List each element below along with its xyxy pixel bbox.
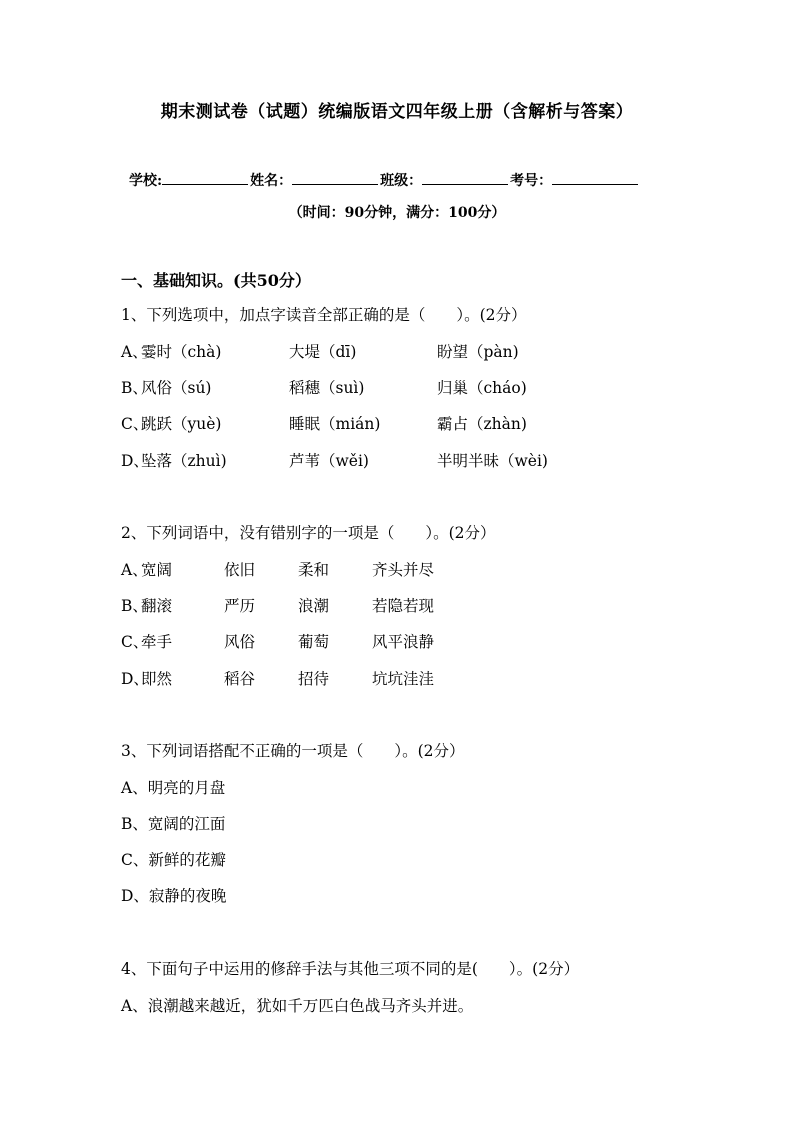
option-item: 睡眠（mián) — [289, 415, 381, 433]
question-3-option-a: A、明亮的月盘 — [121, 779, 226, 797]
option-item: 严历 — [224, 597, 256, 615]
question-3-option-c: C、新鲜的花瓣 — [121, 851, 226, 869]
number-label: 考号： — [510, 173, 553, 189]
option-item: 坑坑洼洼 — [372, 670, 435, 688]
option-item: 归巢（cháo) — [437, 379, 527, 397]
question-3-option-d: D、寂静的夜晚 — [121, 887, 227, 905]
option-item: 风平浪静 — [372, 633, 435, 651]
option-letter: A、 — [121, 343, 148, 361]
option-letter: C、 — [121, 415, 149, 433]
option-item: 葡萄 — [298, 633, 330, 651]
option-item: 依旧 — [224, 561, 256, 579]
option-item: 芦苇（wěi) — [289, 452, 369, 470]
name-label: 姓名： — [250, 173, 293, 189]
option-item: 若隐若现 — [372, 597, 435, 615]
question-4-stem: 4、下面句子中运用的修辞手法与其他三项不同的是( ）。(2分） — [121, 960, 580, 978]
question-3-option-b: B、宽阔的江面 — [121, 815, 226, 833]
option-letter: B、 — [121, 597, 148, 615]
option-letter: D、 — [121, 670, 149, 688]
option-item: 宽阔 — [141, 561, 173, 579]
option-item: 即然 — [141, 670, 173, 688]
option-letter: A、 — [121, 561, 148, 579]
option-item: 风俗 — [224, 633, 256, 651]
time-note: （时间：90分钟，满分：100分） — [288, 205, 506, 221]
option-item: 半明半昧（wèi) — [437, 452, 548, 470]
option-item: 齐头并尽 — [372, 561, 435, 579]
section-heading: 一、基础知识。(共50分） — [121, 271, 311, 290]
question-3-stem: 3、下列词语搭配不正确的一项是（ ）。(2分） — [121, 742, 465, 760]
option-item: 大堤（dī) — [289, 343, 357, 361]
question-1-stem: 1、下列选项中，加点字读音全部正确的是（ ）。(2分） — [121, 306, 527, 324]
option-letter: D、 — [121, 452, 149, 470]
student-info-line — [129, 170, 640, 190]
option-letter: B、 — [121, 379, 148, 397]
option-item: 稻穗（suì) — [289, 379, 365, 397]
class-label: 班级： — [380, 173, 423, 189]
option-item: 盼望（pàn) — [437, 343, 519, 361]
option-letter: C、 — [121, 633, 149, 651]
question-2-stem: 2、下列词语中，没有错别字的一项是（ ）。(2分） — [121, 524, 496, 542]
option-item: 霎时（chà) — [141, 343, 222, 361]
option-item: 招待 — [298, 670, 330, 688]
page-title: 期末测试卷（试题）统编版语文四年级上册（含解析与答案） — [160, 102, 634, 122]
option-item: 翻滚 — [141, 597, 173, 615]
number-blank — [552, 170, 638, 185]
option-item: 柔和 — [298, 561, 330, 579]
option-item: 稻谷 — [224, 670, 256, 688]
question-4-option-a: A、浪潮越来越近，犹如千万匹白色战马齐头并进。 — [121, 997, 474, 1015]
name-blank — [292, 170, 378, 185]
option-item: 浪潮 — [298, 597, 330, 615]
school-blank — [162, 170, 248, 185]
option-item: 牵手 — [141, 633, 173, 651]
option-item: 跳跃（yuè) — [141, 415, 222, 433]
class-blank — [422, 170, 508, 185]
option-item: 风俗（sú) — [141, 379, 212, 397]
school-label: 学校: — [129, 173, 163, 189]
option-item: 霸占（zhàn) — [437, 415, 527, 433]
option-item: 坠落（zhuì) — [141, 452, 227, 470]
